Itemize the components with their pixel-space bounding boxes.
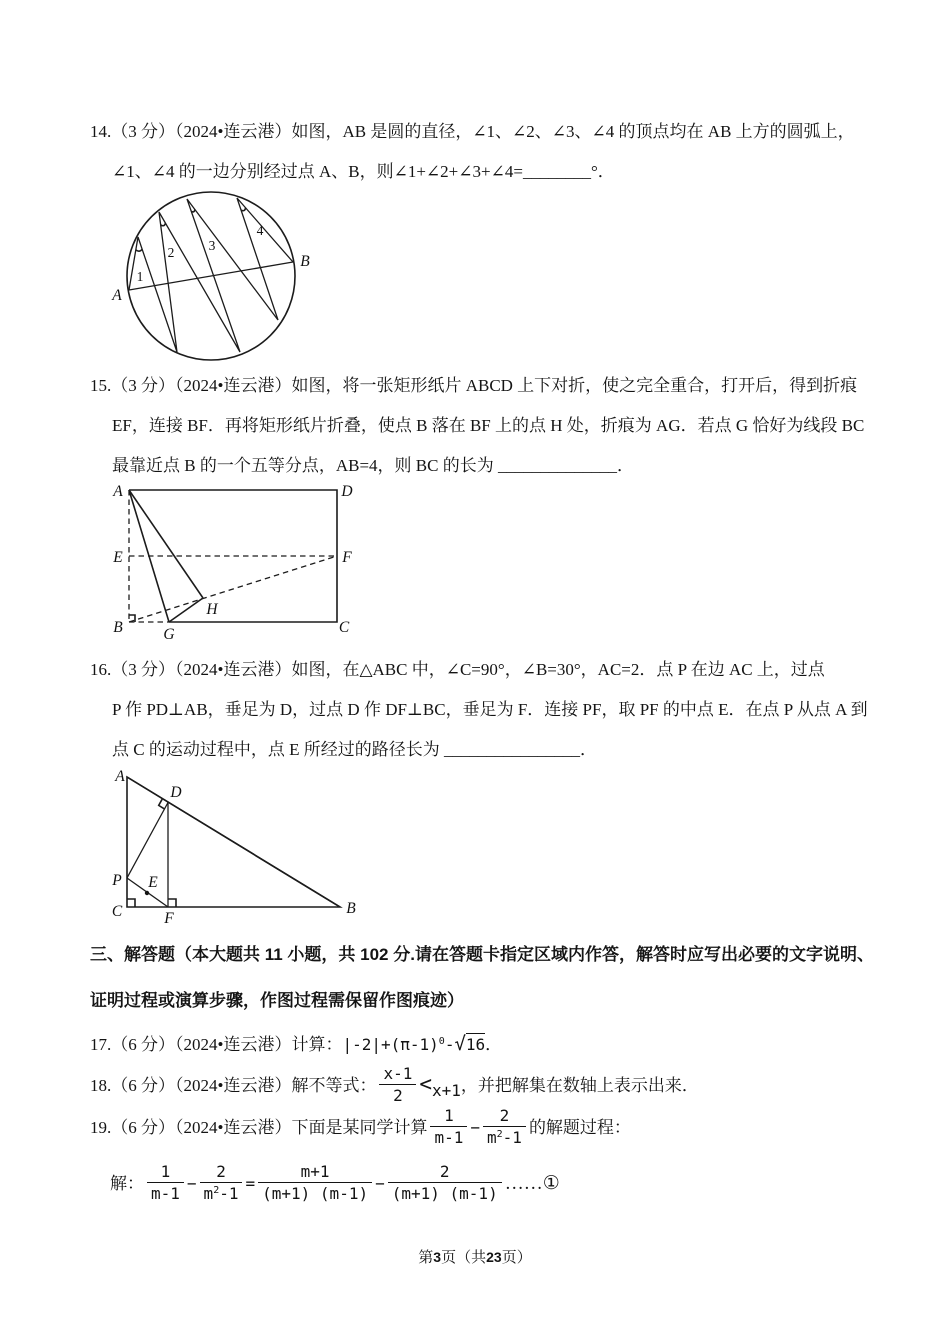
point-label-a: A [115,768,125,785]
segment-ah [129,490,203,598]
angle-arc-3 [191,209,195,211]
question-19 [90,1100,890,1156]
q19-minus: − [470,1118,480,1137]
footer-suffix: 页） [501,1250,532,1266]
sol-f3-num: m+1 [258,1162,372,1183]
q19-solution [90,1156,890,1212]
footer-middle: 页（共 [441,1250,487,1266]
sol-minus-1: − [186,1174,197,1193]
triangle-diagram [103,765,378,930]
point-label-d: D [170,784,182,801]
point-label-b: B [300,253,310,270]
q18-fraction [379,1064,416,1105]
q15-line-3-tail: ． [616,456,634,475]
right-angle-mark-f [168,899,176,907]
sol-f3-den: (m+1) (m-1) [262,1184,369,1203]
point-label-b: B [346,900,356,917]
q18-frac-denominator: 2 [393,1086,403,1105]
q17-formula [342,1035,485,1054]
hypotenuse-ab [127,777,340,907]
less-than-sign: < [419,1072,433,1096]
q19-tail-text: 的解题过程： [528,1118,631,1137]
q19-f2-den-rest: -1 [502,1128,522,1147]
solution-label: 解： [110,1174,144,1193]
q19-expression [427,1105,528,1147]
q19-f2-den [483,1127,526,1147]
point-label-c: C [338,619,350,636]
q17-prompt: 17.（6 分）（2024•连云港）计算： [90,1035,343,1054]
sol-fraction-1 [147,1162,184,1203]
q19-solution-line [110,1156,890,1212]
angle-label-3: 3 [208,238,216,253]
right-angle-mark-c [127,899,135,907]
q18-formula [376,1063,461,1105]
section-3-heading [90,932,890,1024]
sol-f4-num: 2 [388,1162,502,1183]
point-label-p: P [112,872,122,889]
point-label-f: F [342,549,352,566]
segment-gh [169,598,203,622]
page-footer [0,1246,950,1267]
q19-fraction-2 [483,1106,526,1147]
figure-q14-circle [100,186,315,373]
angle-label-1: 1 [136,269,144,284]
question-16 [90,650,890,770]
sol-f2-num: 2 [200,1162,243,1183]
right-angle-mark-d [159,799,165,809]
angle-label-4: 4 [256,223,264,238]
q19-prompt: 19.（6 分）（2024•连云港）下面是某同学计算 [90,1118,428,1137]
sol-fraction-2 [200,1162,243,1203]
q19-solution-expression [144,1161,505,1203]
angle-arc-1 [136,249,142,251]
q17-minus: - [444,1035,455,1054]
q19-f2-num: 2 [483,1106,526,1127]
sol-f2-den [200,1183,243,1203]
q17-abs-term: |-2|+(π-1) [342,1035,439,1054]
sol-f1-num: 1 [147,1162,184,1183]
q14-answer-blank: ________ [522,162,591,181]
q14-line-1: 14.（3 分）（2024•连云港）如图，AB 是圆的直径，∠1、∠2、∠3、∠4 的顶点均在 AB 上方的圆弧上， [90,122,855,141]
point-label-a: A [113,483,123,500]
q17-radicand: 16 [465,1035,486,1054]
point-label-g: G [163,626,175,643]
step-1-marker: ……① [504,1173,560,1194]
point-label-h: H [206,601,218,618]
point-label-a: A [112,287,122,304]
angle-arc-2 [161,223,166,225]
q19-line-1 [90,1100,890,1156]
point-label-e: E [148,874,158,891]
q15-line-1: 15.（3 分）（2024•连云港）如图，将一张矩形纸片 ABCD 上下对折，使之完全重合，打开后，得到折痕 [90,376,858,395]
question-15 [90,366,890,486]
q18-frac-numerator: x-1 [379,1064,416,1085]
sol-f4-den: (m+1) (m-1) [391,1184,498,1203]
rectangle-fold-diagram [108,482,373,652]
angle-arc-4 [241,208,246,211]
q15-answer-blank: ______________ [497,456,617,475]
q18-tail-text: ，并把解集在数轴上表示出来． [460,1076,699,1095]
point-label-e: E [113,549,123,566]
segment-bf-dashed [129,556,337,622]
point-label-d: D [341,483,353,500]
q14-line-2-tail: °． [590,162,615,181]
q19-f2-den-base: m [487,1128,497,1147]
q14-line-2-text: ∠1、∠4 的一边分别经过点 A、B，则∠1+∠2+∠3+∠4= [112,162,523,181]
q19-f1-num: 1 [430,1106,467,1127]
point-label-f: F [164,910,174,927]
q17-exponent: 0 [438,1036,445,1047]
page-number: 3 [433,1249,442,1265]
equals-sign: = [245,1174,256,1193]
sol-f2-den-base: m [203,1184,214,1203]
sol-minus-2: − [375,1174,385,1193]
q19-fraction-1 [430,1106,467,1147]
q15-line-3 [90,446,890,486]
section-3-heading-line-2: 证明过程或演算步骤，作图过程需保留作图痕迹） [90,991,464,1010]
diameter-ab [129,262,293,290]
sol-f2-den-sup: 2 [213,1185,220,1196]
q18-prompt: 18.（6 分）（2024•连云港）解不等式： [90,1076,377,1095]
sol-fraction-3 [258,1162,372,1203]
figure-q15-rectangle [108,482,373,657]
segment-pd [127,803,168,879]
q16-line-2: P 作 PD⊥AB，垂足为 D，过点 D 作 DF⊥BC，垂足为 F．连接 PF，取 PF 的中点 E．在点 P 从点 A 到 [112,700,868,719]
q18-rhs: x+1 [432,1081,461,1100]
circle-diagram [100,186,315,368]
sol-fraction-4 [388,1162,502,1203]
sol-f1-den: m-1 [151,1184,180,1203]
angle-label-2: 2 [167,245,175,260]
point-label-b: B [113,619,123,636]
q17-period: ． [485,1035,503,1054]
q16-answer-blank: ________________ [443,740,580,759]
total-pages: 23 [486,1249,502,1265]
q17-sqrt [454,1035,485,1054]
question-14 [90,112,890,192]
q16-line-3 [90,730,890,770]
zigzag-chords [129,198,293,352]
section-3-heading-line-1: 三、解答题（本大题共 11 小题，共 102 分.请在答题卡指定区域内作答，解答时应写出必要的文字说明、 [90,945,874,964]
midpoint-e-dot [145,891,149,895]
q16-line-1: 16.（3 分）（2024•连云港）如图，在△ABC 中，∠C=90°，∠B=30°，AC=2．点 P 在边 AC 上，过点 [90,660,825,679]
footer-prefix: 第 [418,1250,434,1266]
q16-line-3-tail: ． [579,740,597,759]
sol-f2-den-rest: -1 [219,1184,239,1203]
point-label-c: C [111,903,123,920]
q15-line-2: EF，连接 BF．再将矩形纸片折叠，使点 B 落在 BF 上的点 H 处，折痕为 AG．若点 G 恰好为线段 BC [112,416,865,435]
figure-q16-triangle [103,765,378,935]
q15-line-3-text: 最靠近点 B 的一个五等分点，AB=4，则 BC 的长为 [112,456,498,475]
q19-f2-den-sup: 2 [496,1129,503,1140]
radical-sign: √ [454,1033,466,1055]
q19-f1-den: m-1 [434,1128,464,1147]
q16-line-3-text: 点 C 的运动过程中，点 E 所经过的路径长为 [112,740,444,759]
